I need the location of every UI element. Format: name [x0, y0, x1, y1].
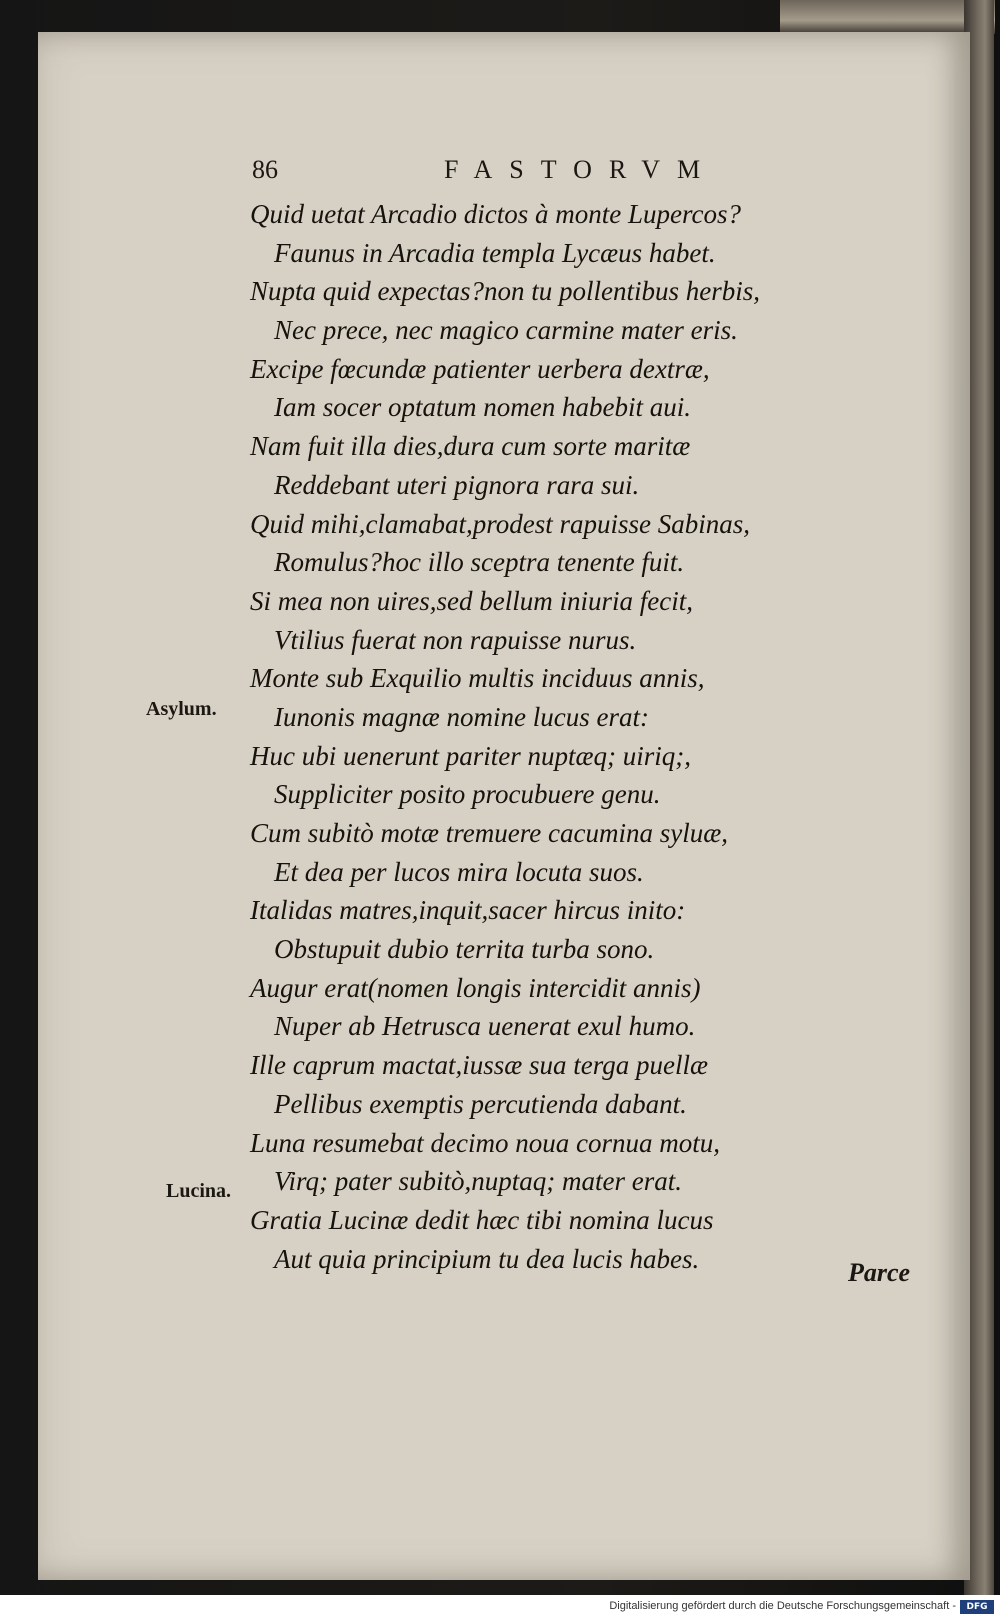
verse-line: Monte sub Exquilio multis inciduus annis, [250, 663, 705, 694]
marginal-note-asylum: Asylum. [146, 698, 217, 720]
verse-line: Huc ubi uenerunt pariter nuptæq; uiriq;, [250, 740, 691, 771]
verse-line: Si mea non uires,sed bellum iniuria fecit, [250, 585, 693, 616]
verse-line: Et dea per lucos mira locuta suos. [274, 856, 644, 887]
marginal-note-lucina: Lucina. [166, 1180, 232, 1202]
verse-line: Ille caprum mactat,iussæ sua terga puellæ [250, 1050, 708, 1081]
page-header [252, 155, 792, 195]
verse-line: Italidas matres,inquit,sacer hircus inito: [250, 895, 686, 926]
verse-line: Excipe fœcundæ patienter uerbera dextræ, [250, 353, 710, 384]
verse-line: Nupta quid expectas?non tu pollentibus herbis, [250, 276, 760, 307]
funding-credit: Digitalisierung gefördert durch die Deutsche Forschungsgemeinschaft - [609, 1600, 956, 1612]
verse-line: Faunus in Arcadia templa Lycæus habet. [274, 237, 716, 268]
verse-line: Quid mihi,clamabat,prodest rapuisse Sabinas, [250, 508, 751, 539]
dfg-logo-icon: DFG [960, 1600, 994, 1614]
verse-line: Iunonis magnæ nomine lucus erat: [274, 701, 649, 732]
verse-line: Virq; pater subitò,nuptaq; mater erat. [274, 1166, 682, 1197]
verse-block [250, 195, 810, 1278]
verse-line: Augur erat(nomen longis intercidit annis) [250, 972, 701, 1003]
book-top-edge [780, 0, 995, 34]
verse-line: Vtilius fuerat non rapuisse nurus. [274, 624, 637, 655]
verse-line: Cum subitò motæ tremuere cacumina syluæ, [250, 818, 728, 848]
catchword: Parce [848, 1258, 911, 1287]
page-number: 86 [252, 155, 278, 184]
verse-line: Pellibus exemptis percutienda dabant. [274, 1088, 687, 1119]
verse-line: Nuper ab Hetrusca uenerat exul humo. [274, 1011, 696, 1042]
digitization-footer [0, 1596, 1000, 1620]
verse-line: Romulus?hoc illo sceptra tenente fuit. [274, 547, 685, 578]
verse-line: Suppliciter posito procubuere genu. [274, 779, 661, 810]
verse-line: Quid uetat Arcadio dictos à monte Lupercos? [250, 199, 741, 229]
verse-line: Iam socer optatum nomen habebit aui. [274, 392, 691, 423]
verse-line: Obstupuit dubio territa turba sono. [274, 934, 655, 965]
verse-line: Nec prece, nec magico carmine mater eris. [274, 315, 738, 346]
verse-line: Nam fuit illa dies,dura cum sorte maritæ [250, 431, 691, 462]
verse-line: Gratia Lucinæ dedit hæc tibi nomina lucus [250, 1204, 714, 1235]
verse-line: Luna resumebat decimo noua cornua motu, [250, 1127, 720, 1158]
verse-line: Reddebant uteri pignora rara sui. [274, 469, 640, 500]
running-title: FASTORVM [444, 155, 718, 184]
verse-line: Aut quia principium tu dea lucis habes. [274, 1243, 700, 1274]
